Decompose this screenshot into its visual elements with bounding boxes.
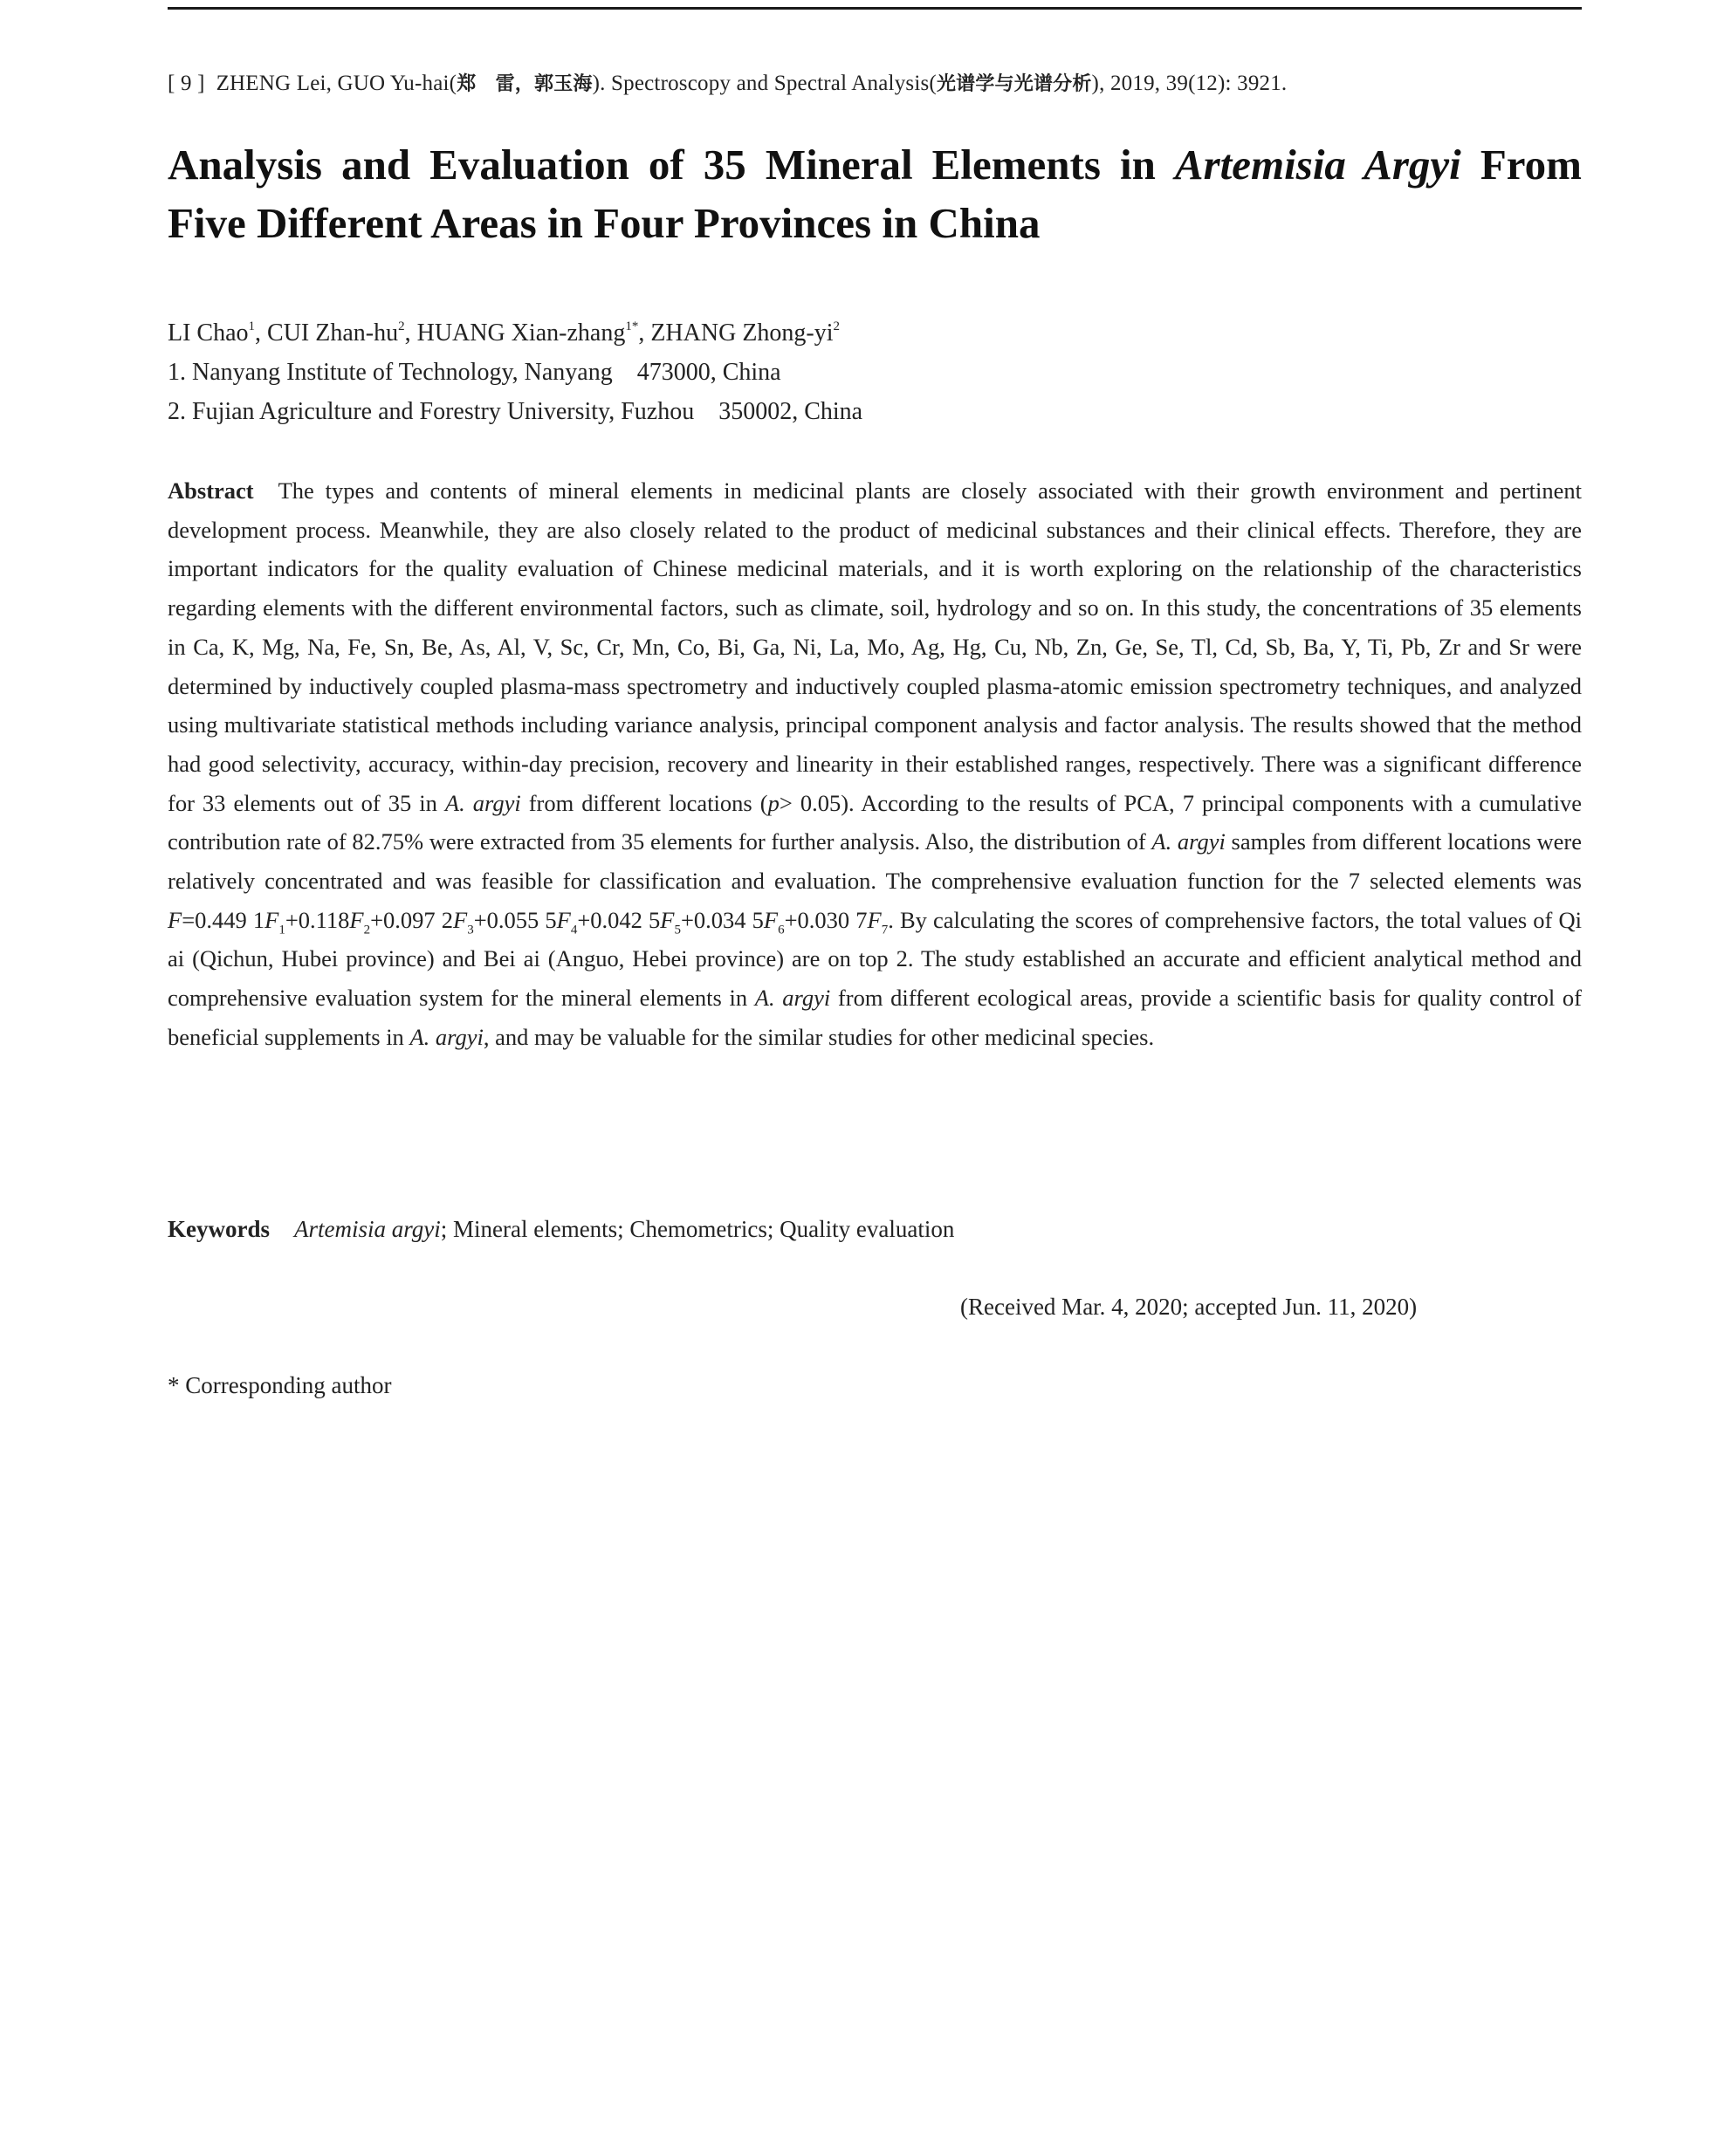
abstract-text-5: . By calculating the scores of comprehensive factors, the total values of Qi ai (Qichun, Hubei province) and Bei ai (Anguo, Hebei province) are on top 2. The study established an accurate and efficient analytical method and comprehensive evaluation system for the mineral elements in (168, 906, 1582, 1012)
author-3: , HUANG Xian-zhang (404, 319, 626, 347)
author-list (168, 316, 1582, 351)
factor-symbol: F (763, 906, 779, 933)
reference-number: [ 9 ] (168, 72, 205, 95)
abstract-text-1: The types and contents of mineral elements in medicinal plants are closely associated with their growth environment and pertinent development process. Meanwhile, they are also closely related to the product of medicinal substances and their clinical effects. Therefore, they are important indicators for the quality evaluation of Chinese medicinal materials, and it is worth exploring on the relationship of the characteristics regarding elements with the different environmental factors, such as climate, soil, hydrology and so on. In this study, the concentrations of 35 elements in Ca, K, Mg, Na, Fe, Sn, Be, As, Al, V, Sc, Cr, Mn, Co, Bi, Ga, Ni, La, Mo, Ag, Hg, Cu, Nb, Zn, Ge, Se, Tl, Cd, Sb, Ba, Y, Ti, Pb, Zr and Sr were determined by inductively coupled plasma-mass spectrometry and inductively coupled plasma-atomic emission spectrometry techniques, and analyzed using multivariate statistical methods including variance analysis, principal component analysis and factor analysis. The results showed that the method had good selectivity, accuracy, within-day precision, recovery and linearity in their established ranges, respectively. There was a significant difference for 33 elements out of 35 in (168, 477, 1582, 816)
reference-text-a: ZHENG Lei, GUO Yu-hai( (216, 72, 457, 95)
factor-index: 2 (363, 923, 371, 937)
title-part2: From Five Different Areas in Four Provinces in China (168, 141, 1582, 247)
author-1-affil: 1 (248, 319, 256, 333)
factor-index: 1 (278, 923, 285, 937)
keywords-label: Keywords (168, 1216, 270, 1242)
factor-symbol: F (264, 906, 279, 933)
factor-symbol: F (867, 906, 882, 933)
evaluation-function (168, 906, 889, 937)
function-term: =0.449 1 (182, 906, 265, 933)
header-rule (168, 7, 1582, 10)
factor-symbol: F (660, 906, 675, 933)
function-term: +0.118 (285, 906, 350, 933)
reference-text-c: ), 2019, 39(12): 3921. (1091, 72, 1288, 95)
reference-cjk-journal: 光谱学与光谱分析 (936, 73, 1092, 95)
factor-index: 5 (674, 923, 681, 937)
author-3-affil: 1* (625, 319, 639, 333)
factor-index: 7 (881, 923, 889, 937)
author-1: LI Chao (168, 319, 249, 347)
author-4: , ZHANG Zhong-yi (638, 319, 834, 347)
species-name: A. argyi (754, 985, 831, 1012)
author-4-affil: 2 (833, 319, 841, 333)
factor-index: 3 (467, 923, 474, 937)
corresponding-author-note: * Corresponding author (168, 1372, 392, 1398)
keywords (168, 1212, 1582, 1246)
abstract-text-3: > 0.05). According to the results of PCA, 7 principal components with a cumulative contribution rate of 82.75% were extracted from 35 elements for further analysis. Also, the distribution of (168, 789, 1582, 855)
author-2: , CUI Zhan-hu (255, 319, 399, 347)
species-name: A. argyi (409, 1023, 484, 1050)
reference-cjk-names: 郑 雷，郭玉海 (457, 73, 593, 95)
affiliation-1: 1. Nanyang Institute of Technology, Nanyang 473000, China (168, 359, 781, 386)
factor-index: 4 (570, 923, 578, 937)
factor-symbol: F (556, 906, 571, 933)
title-part1: Analysis and Evaluation of 35 Mineral Elements in (168, 141, 1175, 189)
reference-text-b: ). Spectroscopy and Spectral Analysis( (592, 72, 937, 95)
factor-symbol: F (453, 906, 468, 933)
abstract-text-6: from different ecological areas, provide a scientific basis for quality control of beneficial supplements in (168, 985, 1582, 1050)
p-value-symbol: p (767, 789, 780, 816)
function-symbol: F (168, 906, 182, 933)
keyword-species: Artemisia argyi (294, 1216, 441, 1242)
paper-title (168, 135, 1582, 252)
author-2-affil: 2 (398, 319, 405, 333)
reference-entry (168, 68, 1582, 100)
function-term: +0.097 2 (370, 906, 454, 933)
factor-symbol: F (349, 906, 364, 933)
function-term: +0.030 7 (784, 906, 868, 933)
abstract (168, 471, 1582, 1057)
factor-index: 6 (778, 923, 785, 937)
abstract-text-4: samples from different locations were relatively concentrated and was feasible for classification and evaluation. The comprehensive evaluation function for the 7 selected elements was (168, 828, 1582, 895)
function-term: +0.034 5 (680, 906, 764, 933)
species-name: A. argyi (1151, 828, 1226, 855)
species-name: A. argyi (444, 789, 521, 816)
abstract-text-2: from different locations ( (520, 789, 768, 816)
title-species: Artemisia Argyi (1174, 141, 1461, 189)
function-term: +0.042 5 (577, 906, 661, 933)
abstract-text-7: , and may be valuable for the similar studies for other medicinal species. (483, 1023, 1155, 1050)
keywords-list: ; Mineral elements; Chemometrics; Quality evaluation (440, 1216, 955, 1242)
abstract-label: Abstract (168, 477, 254, 504)
received-dates: (Received Mar. 4, 2020; accepted Jun. 11, 2020) (960, 1294, 1418, 1320)
affiliation-2: 2. Fujian Agriculture and Forestry University, Fuzhou 350002, China (168, 398, 863, 425)
function-term: +0.055 5 (473, 906, 557, 933)
